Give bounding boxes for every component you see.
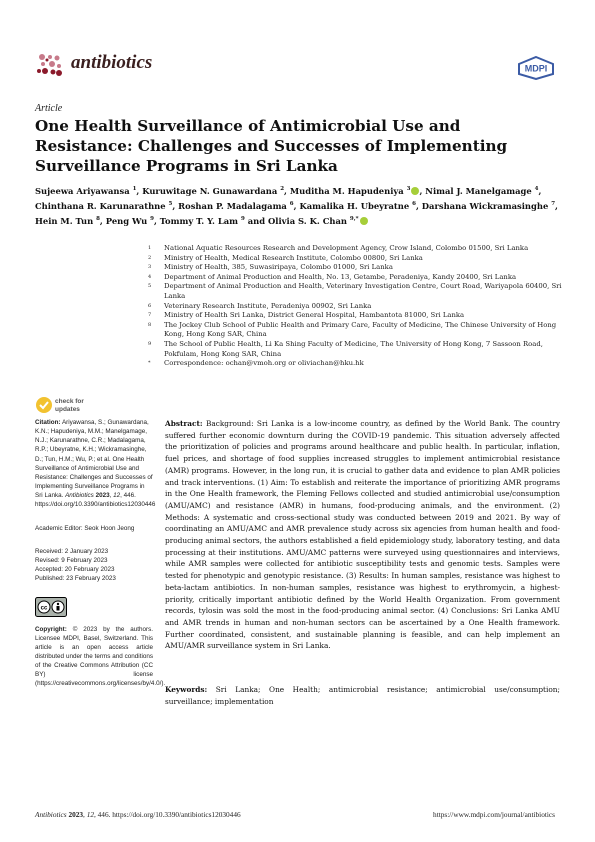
journal-logo-icon (35, 49, 65, 79)
author-list: Sujeewa Ariyawansa $^1$, Kuruwitage N. Gunawardana $^2$, Muditha M. Hapudeniya $^3$ , Nimal J. Manelgamage $^4$, Chinthana R. Karunarathne $^5$, Roshan P. Madalagama $^6$, Kamalika H. Ubeyratne $^6$, Darshana Wickramasinghe $^7$, Hein M. Tun $^8$, Peng Wu $^9$, Tommy T. Y. Lam $^9$ and Olivia S. K. Chan $^{9,*}$ (35, 185, 558, 227)
footer-journal-url[interactable]: https://www.mdpi.com/journal/antibiotics (433, 810, 555, 819)
keywords (165, 684, 560, 707)
article-title: One Health Surveillance of Antimicrobial Use and Resistance: Challenges and Successes of Implementing Surveillance Programs in Sri Lanka (35, 117, 508, 175)
author-name: Sujeewa Ariyawansa (35, 185, 130, 196)
mdpi-logo-text: MDPI (524, 63, 548, 74)
author-affiliation-sup: 5 (168, 201, 173, 208)
affiliation-text: Ministry of Health, 385, Suwasiripaya, Colombo 01000, Sri Lanka (164, 263, 393, 272)
author-name: Nimal J. Manelgamage (425, 185, 532, 196)
citation-doi[interactable]: , 446. https://doi.org/10.3390/antibiotics12030446 (35, 492, 156, 509)
author-name: Kuruwitage N. Gunawardana (142, 185, 278, 196)
abstract-text: Background: Sri Lanka is a low-income country, as defined by the World Bank. The country suffered further economic downturn during the COVID-19 pandemic. This situation adversely affected the prioritization of policies and programs around healthcare and public health. In particular, inflation, fuel prices, and shortage of food supplies increased struggles to implement antimicrobial resistance (AMR) programs. However, in the long run, it is crucial to gather data and evidence to plan AMR policies and track interventions. (1) Aim: To establish and reiterate the importance of prioritizing AMR programs in the One Health framework, the Fleming Fellows collected and studied antimicrobial use/consumption (AMU/AMC) and resistance (AMR) in humans, food-producing animals, and the environment. (2) Methods: A systematic and cross-sectional study was conducted between 2019 and 2021. By way of coordinating an AMU/AMC and AMR prevalence study across six agencies from human health and food-producing animal sectors, the authors established a field epidemiology study, laboratory testing, and data processing at their institutions. AMU/AMC patterns were surveyed using questionnaires and interviews, while AMR samples were collected for antibiotic susceptibility tests and genomic tests. Samples were tested for phenotypic and genotypic resistance. (3) Results: In human samples, resistance was highest to beta-lactam antibiotics. In non-human samples, resistance was highest to erythromycin, a highest-priority, critically important antibiotic defined by the World Health Organization. From government records, tylosin was sold the most in the food-producing animal sector. (4) Conclusions: Sri Lanka AMU and AMR trends in human and non-human sectors can be ascertained by a One Health framework. Further coordinated, consistent, and sustainable planning is feasible, and can help implement an AMU/AMR surveillance system in Sri Lanka. (165, 419, 560, 651)
affiliation-number: 6 (148, 302, 152, 309)
affiliation-item (148, 273, 568, 283)
citation-text: Ariyawansa, S.; Gunawardana, K.N.; Hapudeniya, M.M.; Manelgamage, N.J.; Karunarathne, C.R.; Madalagama, R.P.; Ubeyratne, K.H.; Wickramasinghe, D.; Tun, H.M.; Wu, P.; et al. One Health Surveillance of Antimicrobial Use and Resistance: Challenges and Successes of Implementing Surveillance Programs in Sri Lanka. (35, 419, 153, 500)
publication-date: Published: 23 February 2023 (35, 575, 116, 583)
keywords-label: Keywords: (165, 685, 208, 694)
affiliation-text: Department of Animal Production and Health, Veterinary Investigation Centre, Court Road, Wariyapola 60400, Sri Lanka (164, 282, 562, 300)
footer-doi[interactable]: , 446. https://doi.org/10.3390/antibiotics12030446 (94, 810, 241, 819)
author-name: Peng Wu (105, 216, 148, 227)
author-affiliation-sup: 9,* (349, 216, 359, 223)
affiliation-item (148, 263, 568, 273)
affiliation-number: 3 (148, 264, 152, 271)
author-name: Hein M. Tun (35, 216, 94, 227)
author-affiliation-sup: 6 (289, 201, 294, 208)
footer-journal: Antibiotics (35, 810, 67, 819)
check-updates-top: check for (55, 398, 84, 405)
affiliation-item (148, 302, 568, 312)
footer-year: 2023 (68, 810, 84, 819)
abstract-label: Abstract: (165, 419, 203, 428)
citation-label: Citation: (35, 419, 61, 426)
cc-by-license-icon[interactable] (35, 597, 67, 617)
author-affiliation-sup: 9 (240, 216, 245, 223)
affiliation-item (148, 254, 568, 264)
author-affiliation-sup: 8 (96, 216, 100, 223)
author-affiliation-sup: 6 (412, 201, 416, 208)
affiliation-text: Ministry of Health Sri Lanka, District General Hospital, Hambantota 81000, Sri Lanka (164, 311, 465, 320)
mdpi-logo-icon (517, 56, 555, 80)
keywords-text: Sri Lanka; One Health; antimicrobial resistance; antimicrobial use/consumption; surveillance; implementation (165, 685, 560, 706)
copyright-label: Copyright: (35, 625, 67, 633)
affiliation-text[interactable]: Correspondence: ochan@vmoh.org or oliviachan@hku.hk (164, 359, 364, 368)
affiliation-text: Department of Animal Production and Health, No. 13, Getambe, Peradeniya, Kandy 20400, Sri Lanka (164, 272, 517, 281)
author-affiliation-sup: 9 (150, 216, 154, 223)
affiliation-number: 7 (148, 312, 152, 319)
author-name: Kamalika H. Ubeyratne (299, 201, 410, 211)
author-affiliation-sup: 3 (406, 186, 411, 192)
author-name: Muditha M. Hapudeniya (289, 185, 404, 196)
affiliation-number: 8 (148, 321, 152, 328)
article-type: Article (35, 103, 63, 114)
author-name: Olivia S. K. Chan (267, 216, 347, 227)
academic-editor: Academic Editor: Seok Hoon Jeong (35, 524, 135, 532)
citation-year: 2023 (95, 492, 110, 500)
publication-date: Accepted: 20 February 2023 (35, 566, 115, 574)
affiliation-list (148, 244, 568, 369)
affiliation-number: * (148, 360, 151, 367)
orcid-icon[interactable] (360, 217, 368, 225)
author-name: Darshana Wickramasinghe (421, 201, 549, 211)
affiliation-item (148, 340, 568, 359)
author-affiliation-sup: 7 (551, 201, 556, 208)
publication-date: Received: 2 January 2023 (35, 547, 109, 555)
affiliation-text: National Aquatic Resources Research and Development Agency, Crow Island, Colombo 01500, Sri Lanka (164, 244, 529, 252)
check-updates-bottom: updates (55, 406, 80, 413)
affiliation-number: 4 (148, 273, 152, 280)
affiliation-text: The Jockey Club School of Public Health and Primary Care, Faculty of Medicine, The Chinese University of Hong Kong, Hong Kong SAR, China (164, 320, 557, 339)
abstract (165, 418, 560, 652)
citation-volume: 12 (113, 492, 121, 500)
affiliation-item (148, 244, 568, 254)
affiliation-item (148, 311, 568, 321)
affiliation-text: Ministry of Health, Medical Research Institute, Colombo 00800, Sri Lanka (164, 253, 423, 262)
copyright-block (35, 625, 166, 689)
affiliation-number: 1 (148, 245, 152, 251)
journal-name: antibiotics (71, 52, 153, 73)
orcid-icon[interactable] (411, 187, 419, 195)
affiliation-item (148, 282, 568, 301)
sidebar (35, 418, 166, 689)
copyright-text: © 2023 by the authors. Licensee MDPI, Basel, Switzerland. This article is an open access article distributed under the terms and conditions of the Creative Commons Attribution (CC BY) license (https://creativecommons.org/licenses/by/4.0/). (35, 625, 166, 688)
check-for-updates-icon[interactable] (35, 394, 95, 416)
affiliation-item (148, 359, 568, 369)
author-affiliation-sup: 1 (132, 186, 137, 192)
affiliation-number: 2 (148, 254, 152, 261)
affiliation-text: The School of Public Health, Li Ka Shing Faculty of Medicine, The University of Hong Kong, 7 Sassoon Road, Pokfulam, Hong Kong SAR, China (164, 339, 543, 358)
footer-citation: Antibiotics 2023, 12, 446. https://doi.org/10.3390/antibiotics12030446 (35, 810, 241, 819)
author-name: Roshan P. Madalagama (178, 201, 287, 211)
footer-volume: 12 (86, 810, 94, 819)
author-name: Chinthana R. Karunarathne (35, 201, 166, 211)
citation-block: Citation: Ariyawansa, S.; Gunawardana, K.N.; Hapudeniya, M.M.; Manelgamage, N.J.; Karunarathne, C.R.; Madalagama, R.P.; Ubeyratne, K.H.; Wickramasinghe, D.; Tun, H.M.; Wu, P.; et al. One Health Surveillance of Antimicrobial Use and Resistance: Challenges and Successes of Implementing Surveillance Programs in Sri Lanka. Antibiotics 2023, 12, 446. https://doi.org/10.3390/antibiotics12030446 (35, 419, 156, 509)
svg-text:cc: cc (40, 605, 48, 612)
publication-dates (35, 547, 153, 584)
author-name: Tommy T. Y. Lam (159, 216, 239, 227)
author-affiliation-sup: 4 (534, 186, 539, 192)
affiliation-number: 9 (148, 340, 152, 347)
affiliation-text: Veterinary Research Institute, Peradeniya 00902, Sri Lanka (164, 301, 372, 310)
affiliation-item (148, 321, 568, 340)
citation-journal: Antibiotics (65, 492, 94, 500)
publication-date: Revised: 9 February 2023 (35, 556, 108, 564)
affiliation-number: 5 (148, 283, 152, 290)
author-affiliation-sup: 2 (280, 186, 285, 192)
